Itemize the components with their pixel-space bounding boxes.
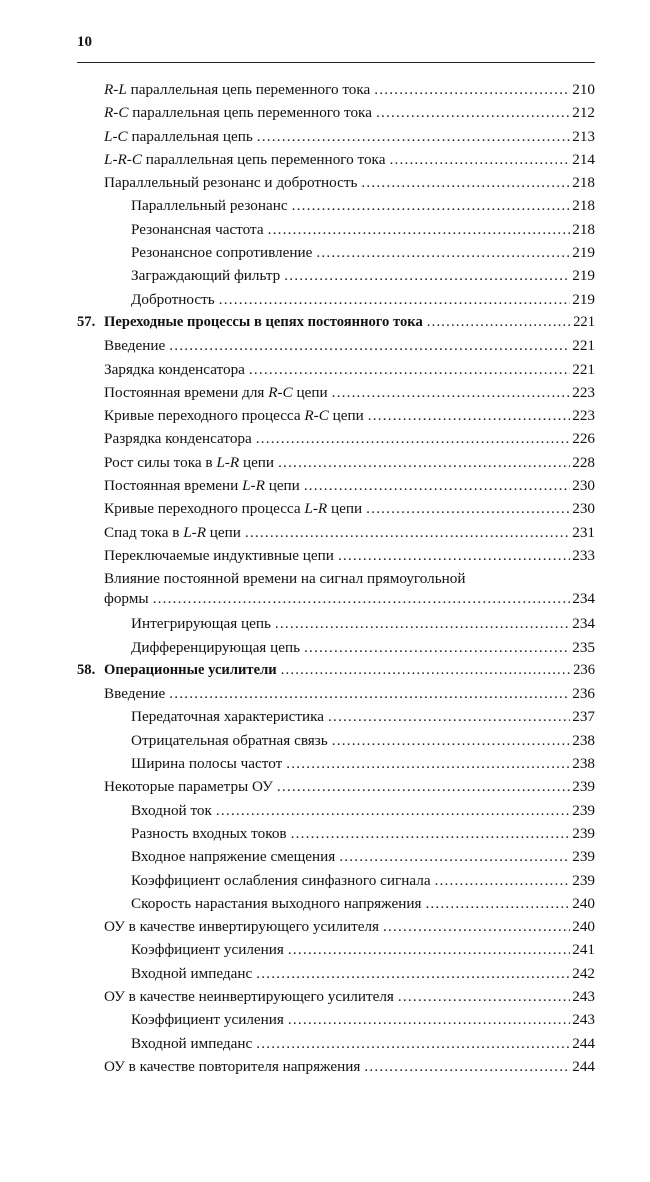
toc-page-number: 239	[572, 824, 595, 842]
toc-page-number: 244	[572, 1057, 595, 1075]
toc-page-number: 238	[572, 755, 595, 773]
toc-entry[interactable]: Постоянная времени для R-C цепи ..... 223	[77, 381, 595, 404]
toc-entry[interactable]: L-C параллельная цепь ..... 213	[77, 125, 595, 148]
toc-entry[interactable]: Заграждающий фильтр ..... 219	[77, 264, 595, 287]
toc-page-number: 218	[572, 197, 595, 215]
toc-page-number: 219	[572, 244, 595, 262]
toc-entry[interactable]: Интегрирующая цепь ..... 234	[77, 612, 595, 635]
toc-entry[interactable]: Резонансная частота ..... 218	[77, 218, 595, 241]
toc-page-number: 219	[572, 267, 595, 285]
toc-entry[interactable]: R-L параллельная цепь переменного тока ..... 210	[77, 78, 595, 101]
toc-page-number: 221	[573, 313, 595, 330]
toc-page-number: 244	[572, 1034, 595, 1052]
toc-chapter-57[interactable]: 57. Переходные процессы в цепях постоянного тока ..... 221	[77, 311, 595, 334]
toc-entry[interactable]: Скорость нарастания выходного напряжения ..... 240	[77, 892, 595, 915]
toc-page-number: 243	[572, 987, 595, 1005]
toc-entry[interactable]: Входной импеданс ..... 244	[77, 1032, 595, 1055]
page-number: 10	[77, 34, 92, 50]
toc-page-number: 228	[572, 453, 595, 471]
chapter-number: 57.	[77, 313, 96, 330]
toc-page-number: 230	[572, 500, 595, 518]
toc-entry[interactable]: Добротность ..... 219	[77, 288, 595, 311]
toc-entry[interactable]: Разрядка конденсатора ..... 226	[77, 427, 595, 450]
toc-page-number: 219	[572, 290, 595, 308]
toc-entry[interactable]: Спад тока в L-R цепи ..... 231	[77, 521, 595, 544]
toc-entry[interactable]: Входной ток ..... 239	[77, 799, 595, 822]
header-rule	[77, 62, 595, 63]
toc-entry[interactable]: Рост силы тока в L-R цепи ..... 228	[77, 451, 595, 474]
toc-entry[interactable]: Дифференцирующая цепь ..... 235	[77, 636, 595, 659]
toc-entry[interactable]: Некоторые параметры ОУ ..... 239	[77, 775, 595, 798]
toc-entry[interactable]: L-R-C параллельная цепь переменного тока ..... 214	[77, 148, 595, 171]
toc-page-number: 240	[572, 918, 595, 936]
toc-entry[interactable]: Отрицательная обратная связь ..... 238	[77, 729, 595, 752]
chapter-number: 58.	[77, 661, 96, 678]
toc-entry[interactable]: Параллельный резонанс ..... 218	[77, 194, 595, 217]
toc-page-number: 242	[572, 964, 595, 982]
toc-page-number: 239	[572, 801, 595, 819]
toc-entry[interactable]: ОУ в качестве неинвертирующего усилителя ..... 243	[77, 985, 595, 1008]
toc-chapter-58[interactable]: 58. Операционные усилители ..... 236	[77, 659, 595, 682]
toc-page-number: 237	[572, 708, 595, 726]
toc-entry[interactable]: Переключаемые индуктивные цепи ..... 233	[77, 544, 595, 567]
toc-page-number: 236	[572, 685, 595, 703]
toc-entry[interactable]: Кривые переходного процесса R-C цепи ..... 223	[77, 404, 595, 427]
toc-page-number: 223	[572, 383, 595, 401]
toc-entry[interactable]: Постоянная времени L-R цепи ..... 230	[77, 474, 595, 497]
toc-page-number: 239	[572, 848, 595, 866]
toc-page-number: 231	[572, 523, 595, 541]
toc-page-number: 238	[572, 731, 595, 749]
toc-entry[interactable]: Кривые переходного процесса L-R цепи ..... 230	[77, 497, 595, 520]
toc-page-number: 239	[572, 871, 595, 889]
toc-page-number: 234	[572, 615, 595, 633]
toc-entry[interactable]: Введение ..... 236	[77, 682, 595, 705]
toc-page-number: 234	[572, 590, 595, 608]
toc-page-number: 233	[572, 546, 595, 564]
toc-page-number: 241	[572, 941, 595, 959]
toc-page-number: 235	[572, 638, 595, 656]
toc-entry[interactable]: Передаточная характеристика ..... 237	[77, 705, 595, 728]
toc-entry[interactable]: Коэффициент усиления ..... 241	[77, 938, 595, 961]
toc-entry[interactable]: Разность входных токов ..... 239	[77, 822, 595, 845]
toc-page-number: 240	[572, 894, 595, 912]
toc-entry[interactable]: Зарядка конденсатора ..... 221	[77, 358, 595, 381]
toc-page-number: 221	[572, 360, 595, 378]
toc-entry[interactable]: Коэффициент усиления ..... 243	[77, 1008, 595, 1031]
toc-entry[interactable]: ОУ в качестве повторителя напряжения ..... 244	[77, 1055, 595, 1078]
toc-page-number: 221	[572, 337, 595, 355]
toc-entry[interactable]: Ширина полосы частот ..... 238	[77, 752, 595, 775]
table-of-contents	[77, 78, 595, 1078]
toc-entry[interactable]: Резонансное сопротивление ..... 219	[77, 241, 595, 264]
toc-page-number: 236	[573, 661, 595, 678]
toc-page-number: 218	[572, 174, 595, 192]
toc-entry[interactable]: ОУ в качестве инвертирующего усилителя ..... 240	[77, 915, 595, 938]
toc-page-number: 214	[572, 150, 595, 168]
toc-page-number: 218	[572, 220, 595, 238]
toc-page-number: 239	[572, 778, 595, 796]
toc-page-number: 212	[572, 104, 595, 122]
toc-entry[interactable]: Входное напряжение смещения ..... 239	[77, 845, 595, 868]
toc-entry[interactable]: Влияние постоянной времени на сигнал прямоугольной формы ..... 234	[77, 567, 595, 612]
toc-entry[interactable]: Входной импеданс ..... 242	[77, 962, 595, 985]
toc-entry[interactable]: Введение ..... 221	[77, 334, 595, 357]
toc-page-number: 243	[572, 1011, 595, 1029]
toc-page-number: 223	[572, 407, 595, 425]
toc-page-number: 230	[572, 477, 595, 495]
toc-page-number: 226	[572, 430, 595, 448]
toc-page-number: 213	[572, 127, 595, 145]
toc-entry[interactable]: Коэффициент ослабления синфазного сигнала ..... 239	[77, 869, 595, 892]
toc-page-number: 210	[572, 81, 595, 98]
toc-entry[interactable]: R-C параллельная цепь переменного тока ..... 212	[77, 101, 595, 124]
toc-entry[interactable]: Параллельный резонанс и добротность ..... 218	[77, 171, 595, 194]
